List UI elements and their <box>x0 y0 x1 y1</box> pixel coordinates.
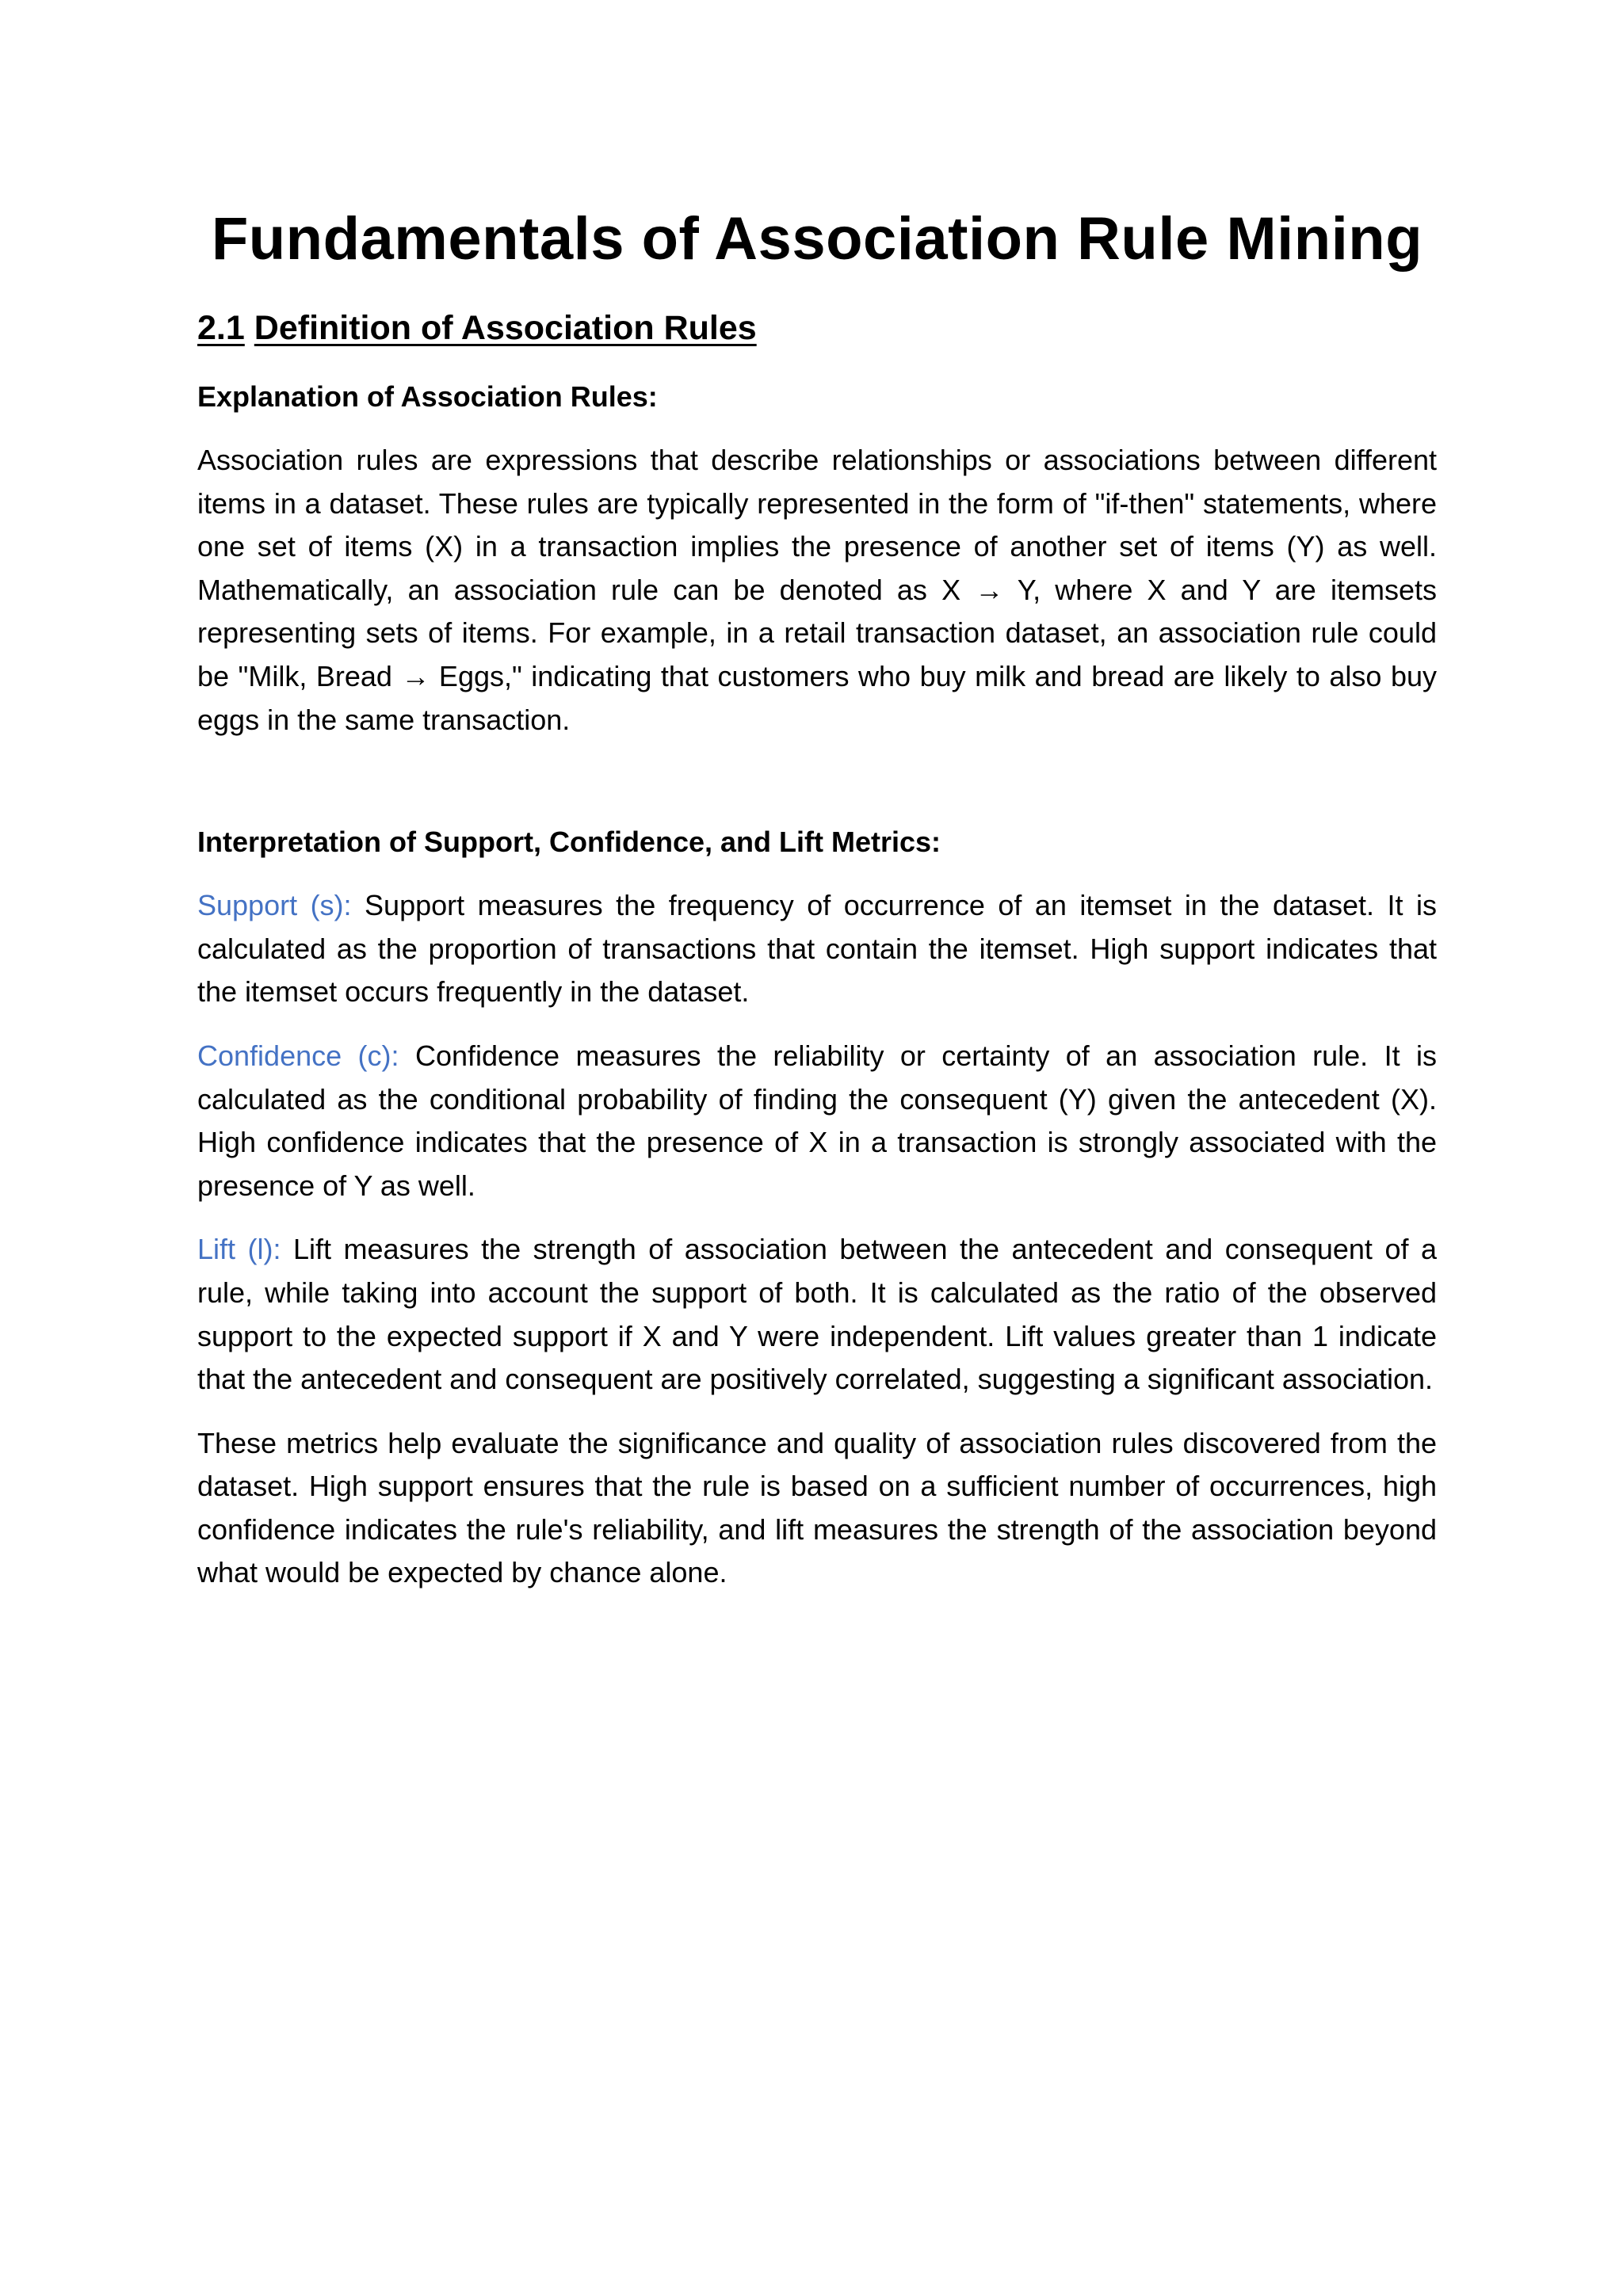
lift-paragraph <box>197 1228 1437 1401</box>
metrics-heading: Interpretation of Support, Confidence, and Lift Metrics: <box>197 826 941 859</box>
document-body <box>197 198 1437 1595</box>
section-title: Definition of Association Rules <box>254 309 757 347</box>
support-text: Support measures the frequency of occurrence of an itemset in the dataset. It is calculated as the proportion of transactions that contain the itemset. High support indicates that the itemset occurs frequently in the dataset. <box>197 889 1438 1009</box>
support-paragraph <box>197 884 1437 1014</box>
section-heading <box>197 303 1437 353</box>
document-title: Fundamentals of Association Rule Mining <box>211 205 1423 273</box>
lift-term: Lift (l): <box>197 1233 281 1266</box>
confidence-text: Confidence measures the reliability or certainty of an association rule. It is calculated as the conditional probability of finding the consequent (Y) given the antecedent (X). High confidence indicates that the presence of X in a transaction is strongly associated with the presence of Y as well. <box>197 1039 1438 1202</box>
explanation-heading: Explanation of Association Rules: <box>197 380 658 413</box>
confidence-term: Confidence (c): <box>197 1039 399 1072</box>
support-term: Support (s): <box>197 889 352 922</box>
lift-text: Lift measures the strength of association between the antecedent and consequent of a rule, while taking into account the support of both. It is calculated as the ratio of the observed support to the expected support if X and Y were independent. Lift values greater than 1 indicate that the antecedent and consequent are positively correlated, suggesting a significant association. <box>197 1233 1437 1396</box>
section-number: 2.1 <box>197 309 245 347</box>
explanation-paragraph: Association rules are expressions that describe relationships or associations between different items in a dataset. These rules are typically represented in the form of "if-then" statements, where one set of items (X) in a transaction implies the presence of another set of items (Y) as well. Mathematically, an association rule can be denoted as X → Y, where X and Y are itemsets representing sets of items. For example, in a retail transaction dataset, an association rule could be "Milk, Bread → Eggs," indicating that customers who buy milk and bread are likely to also buy eggs in the same transaction. <box>197 444 1437 736</box>
confidence-paragraph <box>197 1035 1437 1207</box>
summary-paragraph: These metrics help evaluate the significance and quality of association rules discovered from the dataset. High support ensures that the rule is based on a sufficient number of occurrences, high confidence indicates the rule's reliability, and lift measures the strength of the association beyond what would be expected by chance alone. <box>197 1426 1437 1589</box>
